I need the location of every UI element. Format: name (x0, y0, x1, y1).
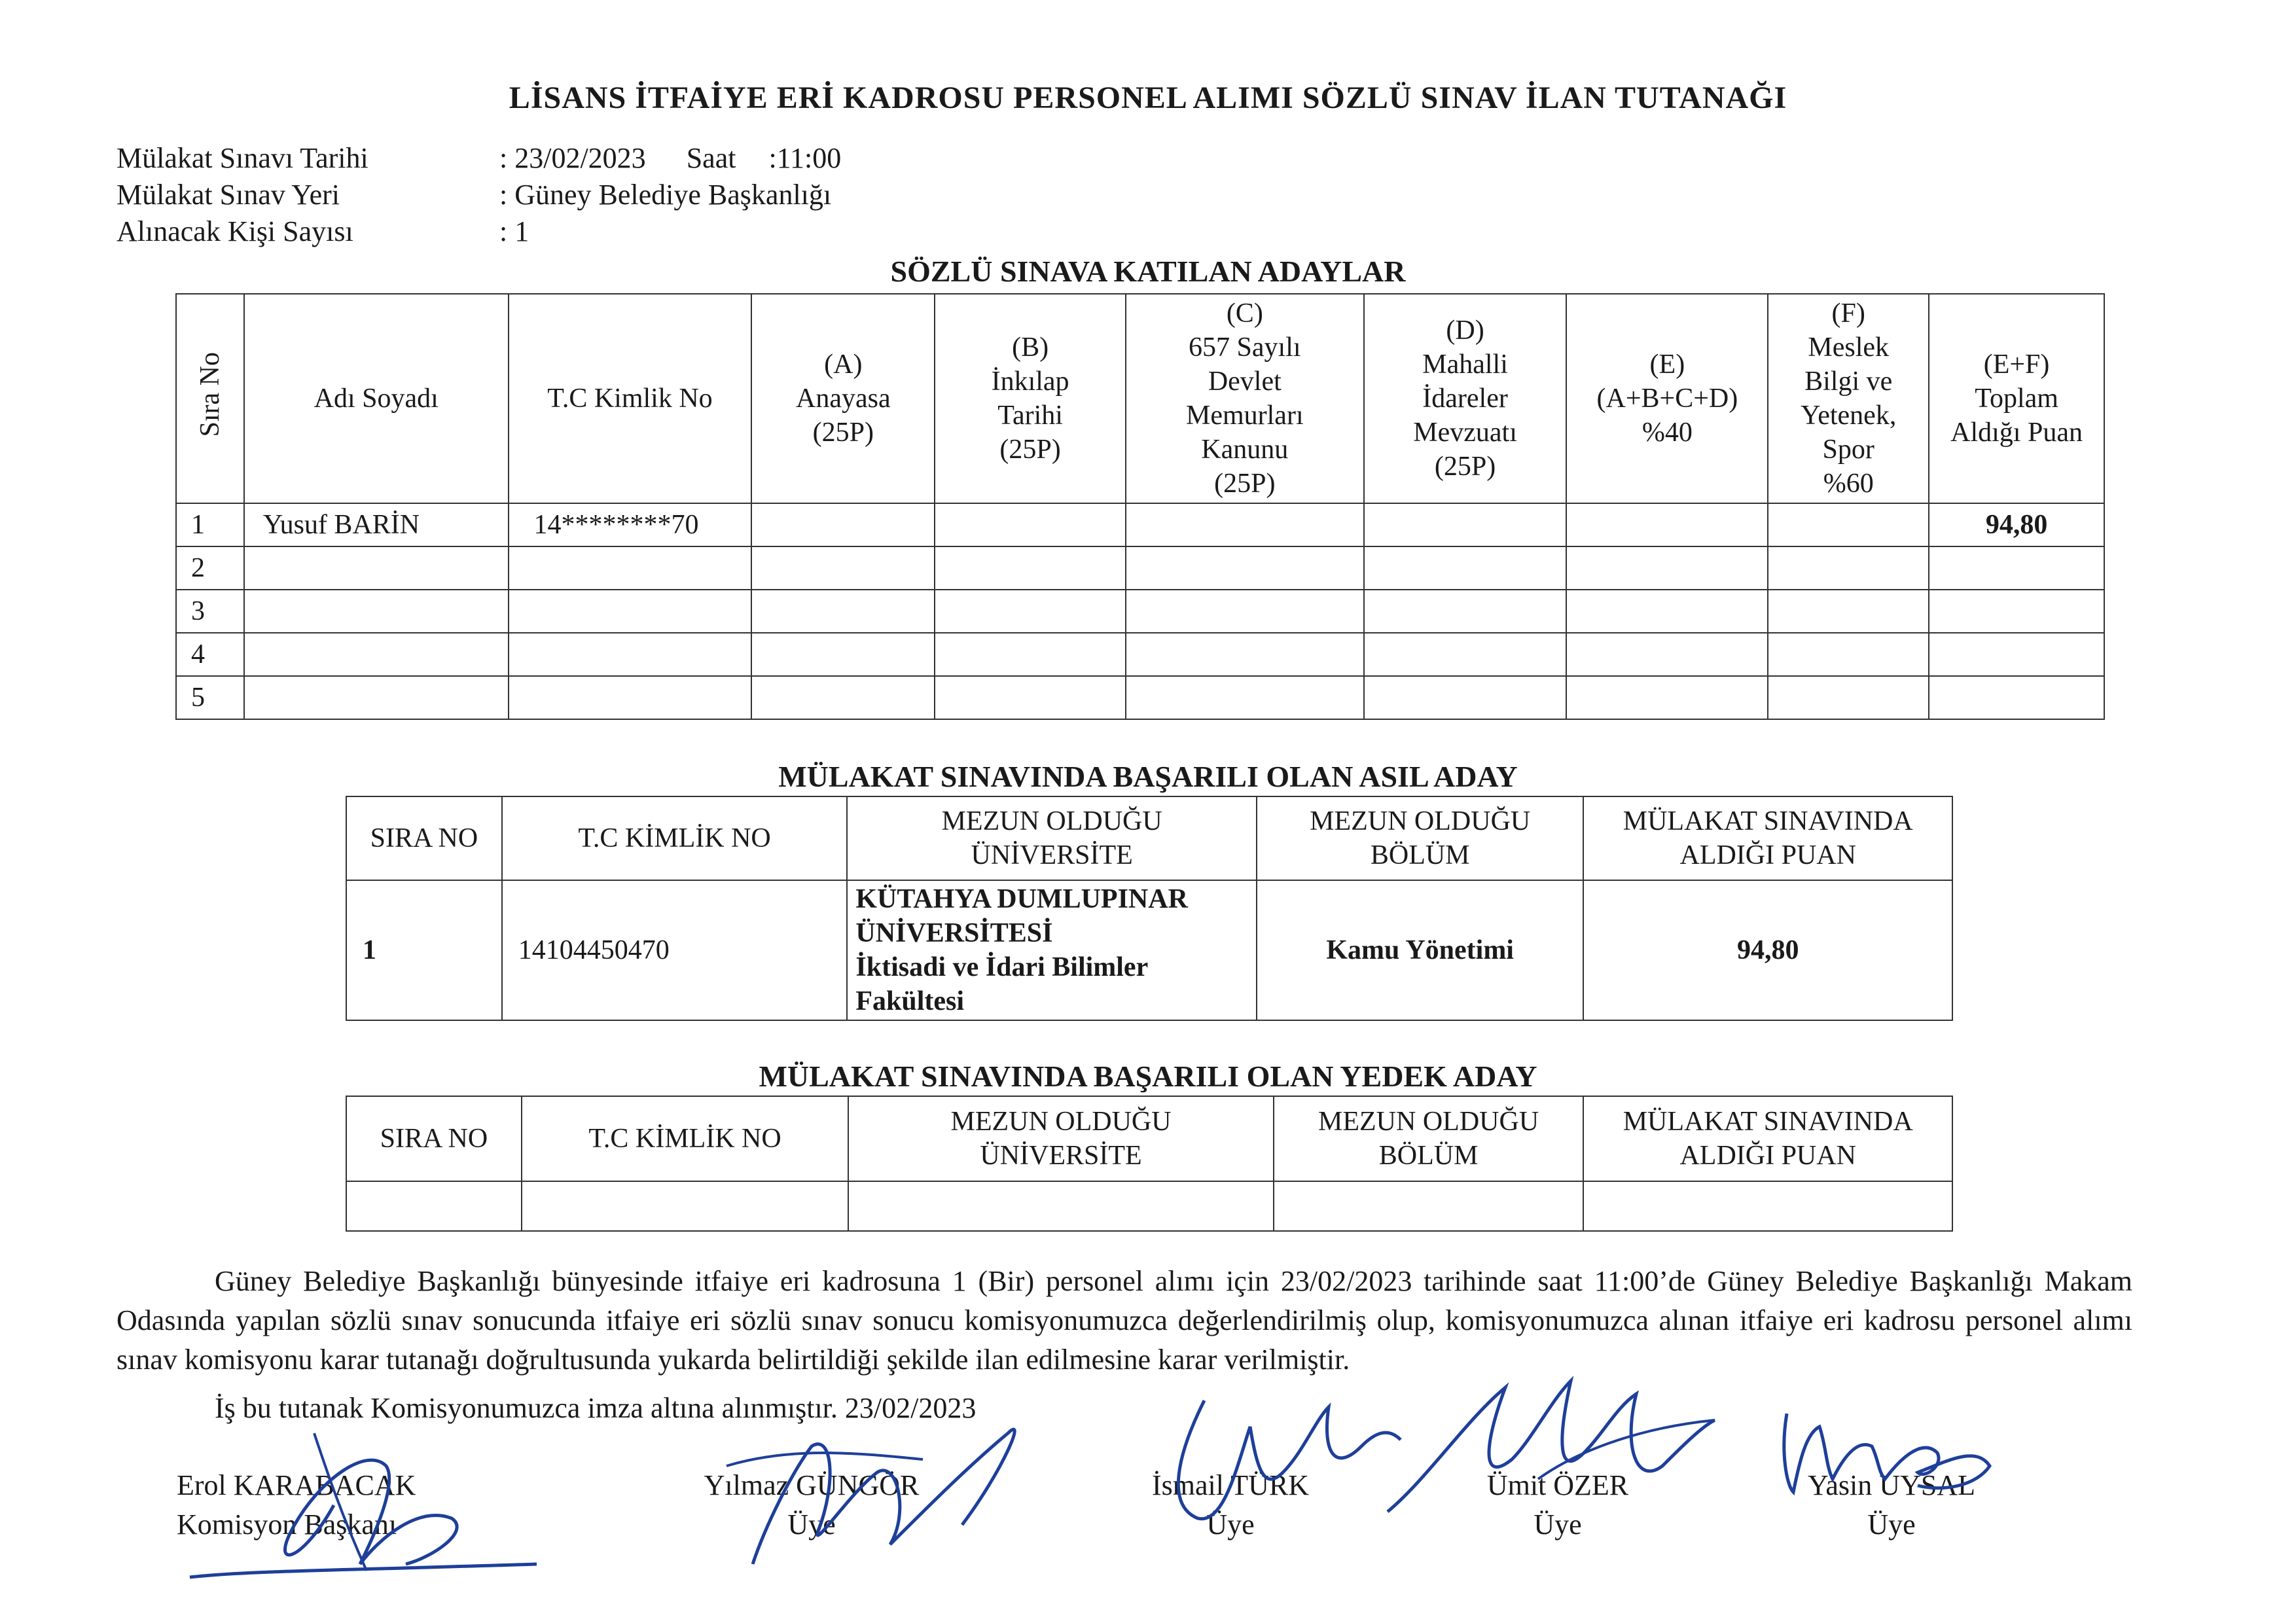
exam-date-label: Mülakat Sınavı Tarihi (117, 142, 368, 174)
row-tc: 14********70 (509, 503, 752, 546)
asil-header-sira: SIRA NO (346, 796, 502, 880)
header-a: (A) Anayasa (25P) (751, 294, 935, 503)
signatory-name: Yasin UYSAL (1808, 1469, 1975, 1501)
table-row (176, 590, 2104, 633)
table-row (346, 1181, 1952, 1231)
header-total: (E+F) Toplam Aldığı Puan (1929, 294, 2104, 503)
header-e: (E) (A+B+C+D) %40 (1566, 294, 1768, 503)
asil-row-puan: 94,80 (1583, 880, 1952, 1020)
exam-time-label: Saat (686, 142, 736, 174)
exam-count-row (117, 213, 841, 250)
asil-title: MÜLAKAT SINAVINDA BAŞARILI OLAN ASIL ADAY (778, 760, 1518, 793)
signatory-name: Ümit ÖZER (1486, 1469, 1629, 1501)
row-no: 5 (176, 676, 244, 719)
yedek-header-puan: MÜLAKAT SINAVINDA ALDIĞI PUAN (1583, 1096, 1952, 1181)
exam-info (117, 140, 841, 250)
exam-place-value: : Güney Belediye Başkanlığı (499, 179, 832, 211)
signature-4 (1374, 1348, 1728, 1531)
yedek-title: MÜLAKAT SINAVINDA BAŞARILI OLAN YEDEK ADAY (759, 1060, 1537, 1093)
header-d: (D) Mahalli İdareler Mevzuatı (25P) (1364, 294, 1567, 503)
exam-date-value: : 23/02/2023 (499, 142, 646, 174)
closing-line: İş bu tutanak Komisyonumuzca imza altına alınmıştır. 23/02/2023 (215, 1392, 977, 1424)
signature-1 (170, 1407, 563, 1590)
yedek-header-sira: SIRA NO (346, 1096, 522, 1181)
candidates-title: SÖZLÜ SINAVA KATILAN ADAYLAR (890, 255, 1406, 288)
header-name: Adı Soyadı (244, 294, 509, 503)
document-title: LİSANS İTFAİYE ERİ KADROSU PERSONEL ALIMI SÖZLÜ SINAV İLAN TUTANAĞI (509, 80, 1787, 115)
header-b: (B) İnkılap Tarihi (25P) (935, 294, 1126, 503)
yedek-table (346, 1096, 1953, 1232)
asil-row-no: 1 (346, 880, 502, 1020)
asil-header-puan: MÜLAKAT SINAVINDA ALDIĞI PUAN (1583, 796, 1952, 880)
table-row (346, 880, 1952, 1020)
table-row (176, 546, 2104, 590)
decision-paragraph: Güney Belediye Başkanlığı bünyesinde itfaiye eri kadrosuna 1 (Bir) personel alımı için 23/02/2023 tarihinde saat 11:00’de Güney Belediye Başkanlığı Makam Odasında yapılan sözlü sınav sonucunda itfaiye eri sözlü sınav sonucu komisyonumuzca değerlendirilmiş olup, komisyonumuzca alınan itfaiye eri kadrosu personel alımı sınav komisyonu karar tutanağı doğrultusunda yukarda belirtildiği şekilde ilan edilmesine karar verilmiştir. (117, 1265, 2132, 1376)
row-no: 4 (176, 633, 244, 676)
row-total: 94,80 (1929, 503, 2104, 546)
exam-count-label: Alınacak Kişi Sayısı (117, 215, 353, 247)
yedek-header-row (346, 1096, 1952, 1181)
exam-place-label: Mülakat Sınav Yeri (117, 179, 340, 211)
asil-header-uni: MEZUN OLDUĞU ÜNİVERSİTE (847, 796, 1257, 880)
table-row (176, 633, 2104, 676)
asil-header-bolum: MEZUN OLDUĞU BÖLÜM (1257, 796, 1584, 880)
asil-row-bolum: Kamu Yönetimi (1257, 880, 1584, 1020)
asil-header-tc: T.C KİMLİK NO (502, 796, 848, 880)
signature-5 (1767, 1394, 2003, 1525)
exam-count-value: : 1 (499, 215, 529, 247)
exam-date-row (117, 140, 841, 177)
signatory-role: Üye (787, 1508, 836, 1541)
yedek-header-uni: MEZUN OLDUĞU ÜNİVERSİTE (848, 1096, 1273, 1181)
row-no: 2 (176, 546, 244, 590)
asil-row-uni: KÜTAHYA DUMLUPINAR ÜNİVERSİTESİ İktisadi ve İdari Bilimler Fakültesi (847, 880, 1257, 1020)
signatory-role: Üye (1206, 1508, 1255, 1541)
signatory-role: Komisyon Başkanı (177, 1508, 397, 1541)
table-row (176, 676, 2104, 719)
header-sira-no: Sıra No (176, 294, 244, 503)
signatory-name: Yılmaz GÜNGÖR (704, 1469, 920, 1501)
asil-header-row (346, 796, 1952, 880)
signatory-name: Erol KARABACAK (177, 1469, 416, 1501)
signatory-role: Üye (1867, 1508, 1916, 1541)
signature-2 (713, 1394, 1054, 1590)
yedek-header-bolum: MEZUN OLDUĞU BÖLÜM (1274, 1096, 1584, 1181)
header-c: (C) 657 Sayılı Devlet Memurları Kanunu (25P) (1126, 294, 1364, 503)
candidates-table (175, 293, 2105, 720)
row-name: Yusuf BARİN (244, 503, 509, 546)
row-no: 3 (176, 590, 244, 633)
candidates-header-row (176, 294, 2104, 503)
header-f: (F) Meslek Bilgi ve Yetenek, Spor %60 (1768, 294, 1929, 503)
asil-table (346, 796, 1953, 1021)
signatory-role: Üye (1534, 1508, 1582, 1541)
row-no: 1 (176, 503, 244, 546)
exam-time-value: :11:00 (768, 142, 842, 174)
header-tc: T.C Kimlik No (509, 294, 752, 503)
asil-row-tc: 14104450470 (502, 880, 848, 1020)
yedek-header-tc: T.C KİMLİK NO (522, 1096, 849, 1181)
signatory-name: İsmail TÜRK (1152, 1469, 1309, 1501)
table-row (176, 503, 2104, 546)
exam-place-row (117, 177, 841, 213)
